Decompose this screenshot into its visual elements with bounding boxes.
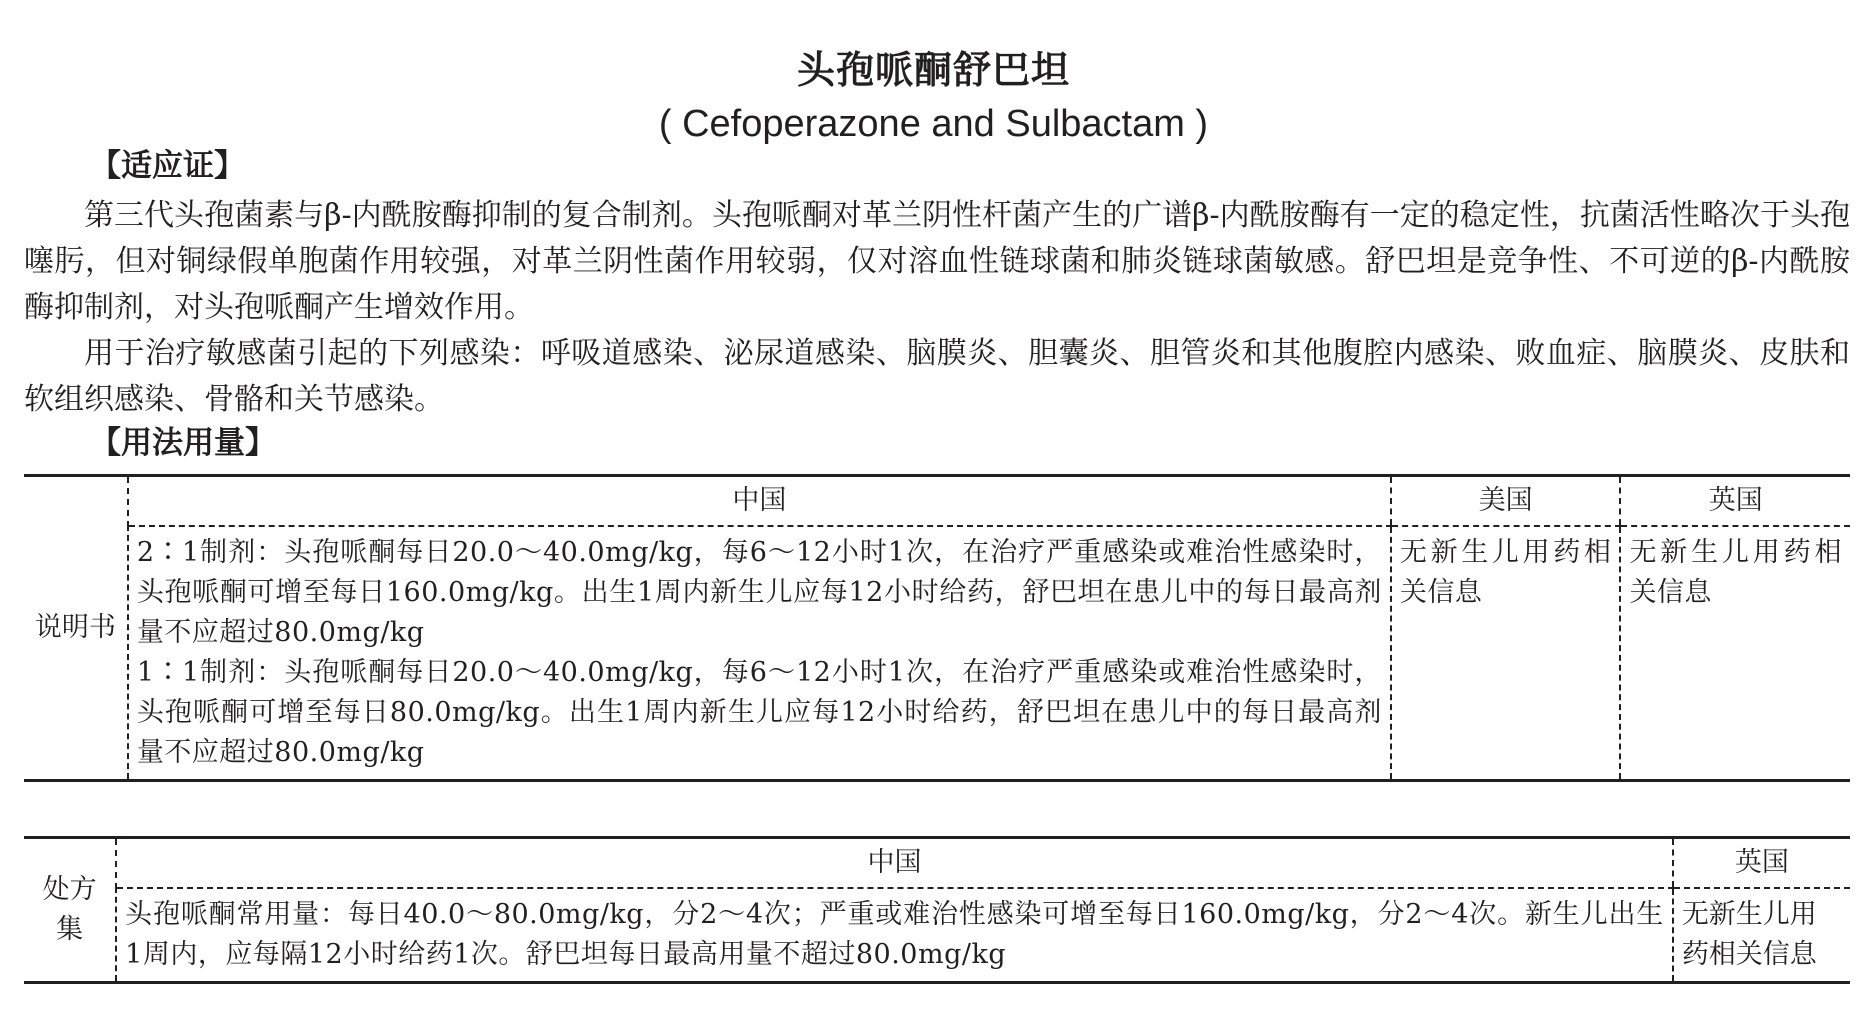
indications-heading: 【适应证】 bbox=[90, 148, 245, 184]
column-header-china: 中国 bbox=[116, 838, 1673, 889]
column-header-us: 美国 bbox=[1391, 476, 1621, 527]
indications-body bbox=[24, 193, 1850, 423]
dosage-table-label bbox=[24, 474, 1850, 782]
china-formulary-cell: 头孢哌酮常用量：每日40.0～80.0mg/kg，分2～4次；严重或难治性感染可增至每日160.0mg/kg，分2～4次。新生儿出生1周内，应每隔12小时给药1次。舒巴坦每日最高用量不超过80.0mg/kg bbox=[125, 899, 1664, 970]
indications-paragraph: 用于治疗敏感菌引起的下列感染：呼吸道感染、泌尿道感染、脑膜炎、胆囊炎、胆管炎和其他腹腔内感染、败血症、脑膜炎、皮肤和软组织感染、骨骼和关节感染。 bbox=[24, 336, 1850, 417]
indications-paragraph: 第三代头孢菌素与β-内酰胺酶抑制的复合制剂。头孢哌酮对革兰阴性杆菌产生的广谱β-内酰胺酶有一定的稳定性，抗菌活性略次于头孢噻肟，但对铜绿假单胞菌作用较强，对革兰阴性菌作用较弱，仅对溶血性链球菌和肺炎链球菌敏感。舒巴坦是竞争性、不可逆的β-内酰胺酶抑制剂，对头孢哌酮产生增效作用。 bbox=[24, 198, 1850, 325]
dosage-2-1-formulation: 2∶1制剂：头孢哌酮每日20.0～40.0mg/kg，每6～12小时1次，在治疗严重感染或难治性感染时，头孢哌酮可增至每日160.0mg/kg。出生1周内新生儿应每12小时给药，舒巴坦在患儿中的每日最高剂量不应超过80.0mg/kg bbox=[136, 537, 1382, 648]
dosage-table-formulary bbox=[24, 836, 1850, 984]
dosage-1-1-formulation: 1∶1制剂：头孢哌酮每日20.0～40.0mg/kg，每6～12小时1次，在治疗严重感染或难治性感染时，头孢哌酮可增至每日80.0mg/kg。出生1周内新生儿应每12小时给药，舒巴坦在患儿中的每日最高剂量不应超过80.0mg/kg bbox=[136, 657, 1382, 768]
us-dosage-cell: 无新生儿用药相关信息 bbox=[1391, 526, 1621, 781]
column-header-uk: 英国 bbox=[1620, 476, 1850, 527]
row-label-formulary: 处方集 bbox=[24, 838, 116, 983]
china-dosage-cell bbox=[128, 526, 1391, 781]
uk-formulary-cell: 无新生儿用药相关信息 bbox=[1673, 888, 1850, 983]
column-header-uk: 英国 bbox=[1673, 838, 1850, 889]
row-label-label: 说明书 bbox=[24, 476, 128, 781]
column-header-china: 中国 bbox=[128, 476, 1391, 527]
uk-dosage-cell: 无新生儿用药相关信息 bbox=[1620, 526, 1850, 781]
dosage-heading: 【用法用量】 bbox=[90, 425, 276, 461]
drug-english-name: ( Cefoperazone and Sulbactam ) bbox=[658, 103, 1209, 145]
drug-title: 头孢哌酮舒巴坦 bbox=[796, 48, 1070, 92]
